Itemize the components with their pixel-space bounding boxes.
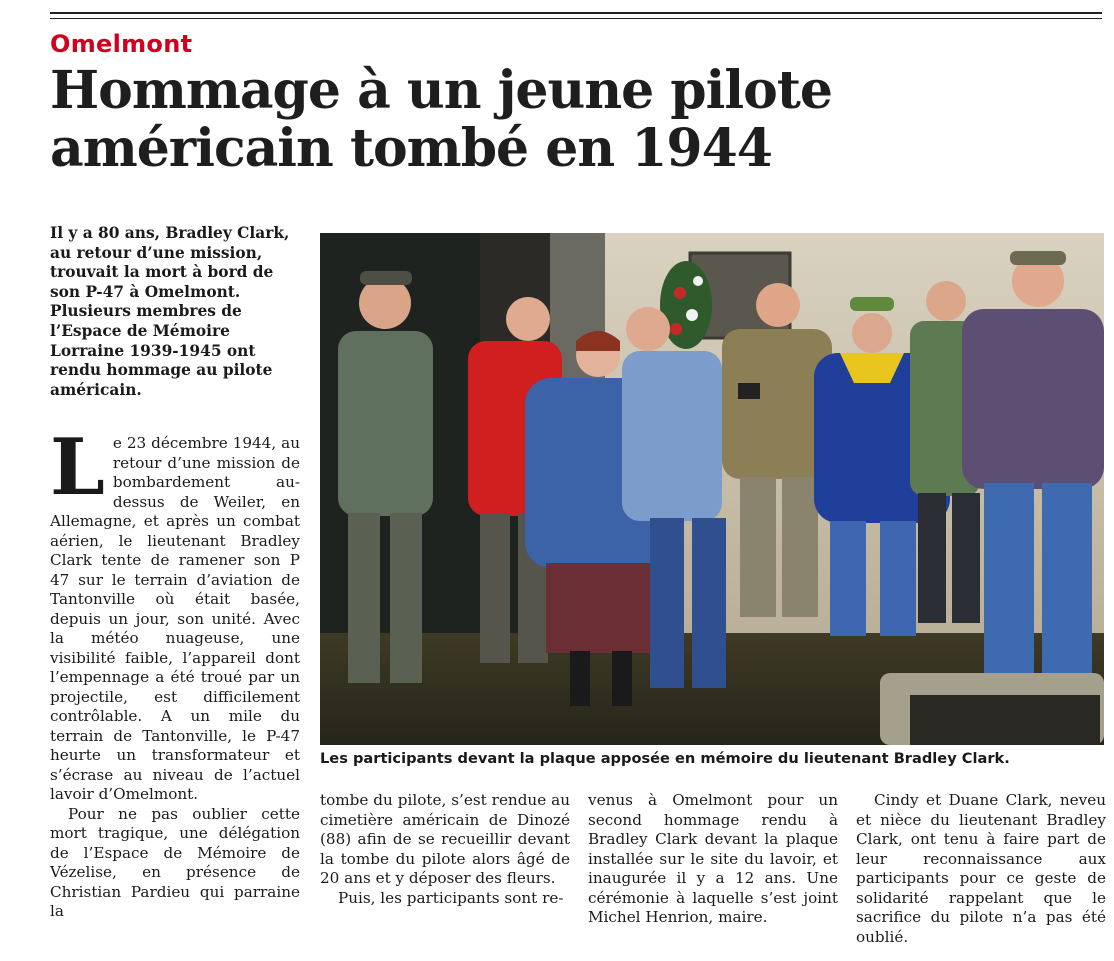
top-rule — [50, 12, 1102, 14]
body-column-4 — [856, 791, 1106, 947]
body-column-1 — [50, 422, 300, 922]
photo-illustration — [320, 233, 1104, 745]
paragraph-2: Pour ne pas oublier cette mort tragique, une délégation de l’Espace de Mémoire de Vézelise, en présence de Christian Pardieu qui parraine la — [50, 804, 300, 920]
article-photo — [320, 233, 1104, 745]
paragraph-1-text: e 23 décembre 1944, au retour d’une mission de bombardement au-dessus de Weiler, en Allemagne, et après un combat aérien, le lieutenant Bradley Clark tente de ramener son P 47 sur le terrain d’aviation de Tantonville où était basée, depuis un jour, son unité. Avec la météo nuageuse, une visibilité faible, l’appareil dont l’empennage a été troué par un projectile, est difficilement contrôlable. A un mile du terrain de Tantonville, le P-47 heurte un transformateur et s’écrase au niveau de l’actuel lavoir d’Omelmont. — [50, 434, 300, 803]
paragraph-6: Cindy et Duane Clark, neveu et nièce du lieutenant Bradley Clark, ont tenu à faire part de leur reconnaissance aux participants pour ce geste de solidarité rappelant que le sacrifice du pilote n’a pas été oublié. — [856, 791, 1106, 946]
drop-cap: L — [50, 422, 105, 513]
paragraph-5: venus à Omelmont pour un second hommage rendu à Bradley Clark devant la plaque installée sur le site du lavoir, et inaugurée il y a 12 ans. Une cérémonie à laquelle s’est joint Michel Henrion, maire. — [588, 791, 838, 926]
headline: Hommage à un jeune pilote américain tombé en 1944 — [50, 60, 832, 179]
paragraph-1 — [50, 422, 300, 805]
section-kicker: Omelmont — [50, 30, 193, 58]
photo-caption: Les participants devant la plaque apposée en mémoire du lieutenant Bradley Clark. — [320, 750, 1010, 767]
paragraph-4: Puis, les participants sont re- — [338, 888, 564, 907]
paragraph-3: tombe du pilote, s’est rendue au cimetière américain de Dinozé (88) afin de se recueillir devant la tombe du pilote alors âgé de 20 ans et y déposer des fleurs. — [320, 791, 570, 887]
top-rule-thin — [50, 18, 1102, 19]
body-column-2 — [320, 791, 570, 908]
lead-paragraph: Il y a 80 ans, Bradley Clark, au retour d’une mission, trouvait la mort à bord de son P-47 à Omelmont. Plusieurs membres de l’Espace de Mémoire Lorraine 1939-1945 ont rendu hommage au pilote américain. — [50, 224, 290, 399]
body-column-3 — [588, 791, 838, 928]
